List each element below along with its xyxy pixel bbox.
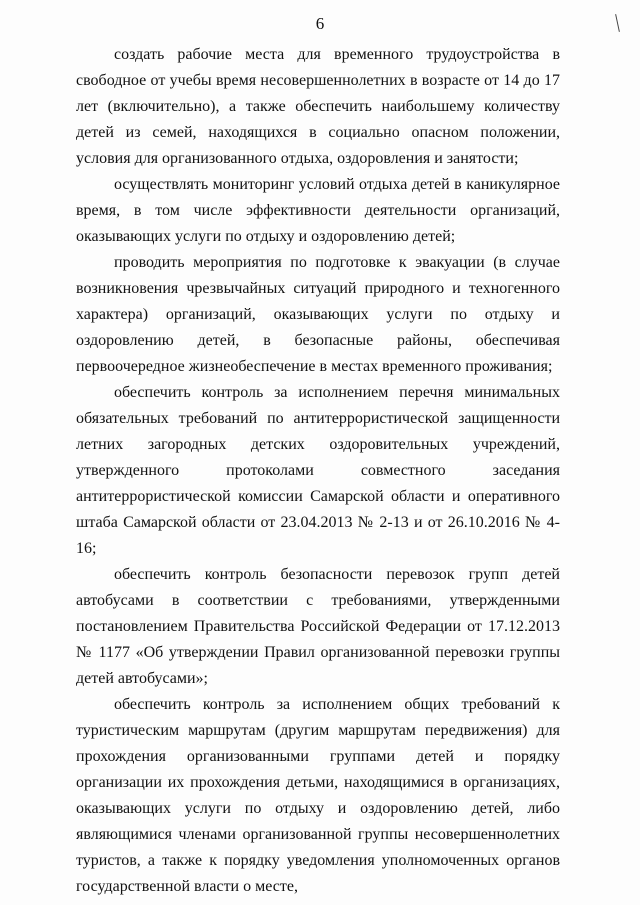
- paragraph-bus-safety: обеспечить контроль безопасности перевозок групп детей автобусами в соответствии с требованиями, утвержденными постановлением Правительства Российской Федерации от 17.12.2013 № 1177 «Об утверждении Правил организованной перевозки группы детей автобусами»;: [76, 566, 560, 687]
- paragraph-evacuation: проводить мероприятия по подготовке к эвакуации (в случае возникновения чрезвычайных ситуаций природного и техногенного характера) организаций, оказывающих услуги по отдыху и оздоровлению детей, в безопасные районы, обеспечивая первоочередное жизнеобеспечение в местах временного проживания;: [76, 254, 560, 375]
- paragraph-work-placement: создать рабочие места для временного трудоустройства в свободное от учебы время несовершеннолетних в возрасте от 14 до 17 лет (включительно), а также обеспечить наибольшему количеству детей из семей, находящихся в социально опасном положении, условия для организованного отдыха, оздоровления и занятости;: [76, 46, 560, 167]
- page-number: 6: [315, 14, 325, 33]
- paragraph-tourist-routes: обеспечить контроль за исполнением общих требований к туристическим маршрутам (другим маршрутам передвижения) для прохождения организованными группами детей и порядку организации их прохождения детьми, находящимися в организациях, оказывающих услуги по отдыху и оздоровлению детей, либо являющимися членами организованной группы несовершеннолетних туристов, а также к порядку уведомления уполномоченных органов государственной власти о месте,: [76, 696, 560, 895]
- paragraph-antiterror-control: обеспечить контроль за исполнением перечня минимальных обязательных требований по антитеррористической защищенности летних загородных детских оздоровительных учреждений, утвержденного протоколами совместного заседания антитеррористической комиссии Самарской области и оперативного штаба Самарской области от 23.04.2013 № 2-13 и от 26.10.2016 № 4-16;: [76, 384, 560, 557]
- document-body: [76, 42, 560, 900]
- paragraph-monitoring: осуществлять мониторинг условий отдыха детей в каникулярное время, в том числе эффективности деятельности организаций, оказывающих услуги по отдыху и оздоровлению детей;: [76, 176, 560, 245]
